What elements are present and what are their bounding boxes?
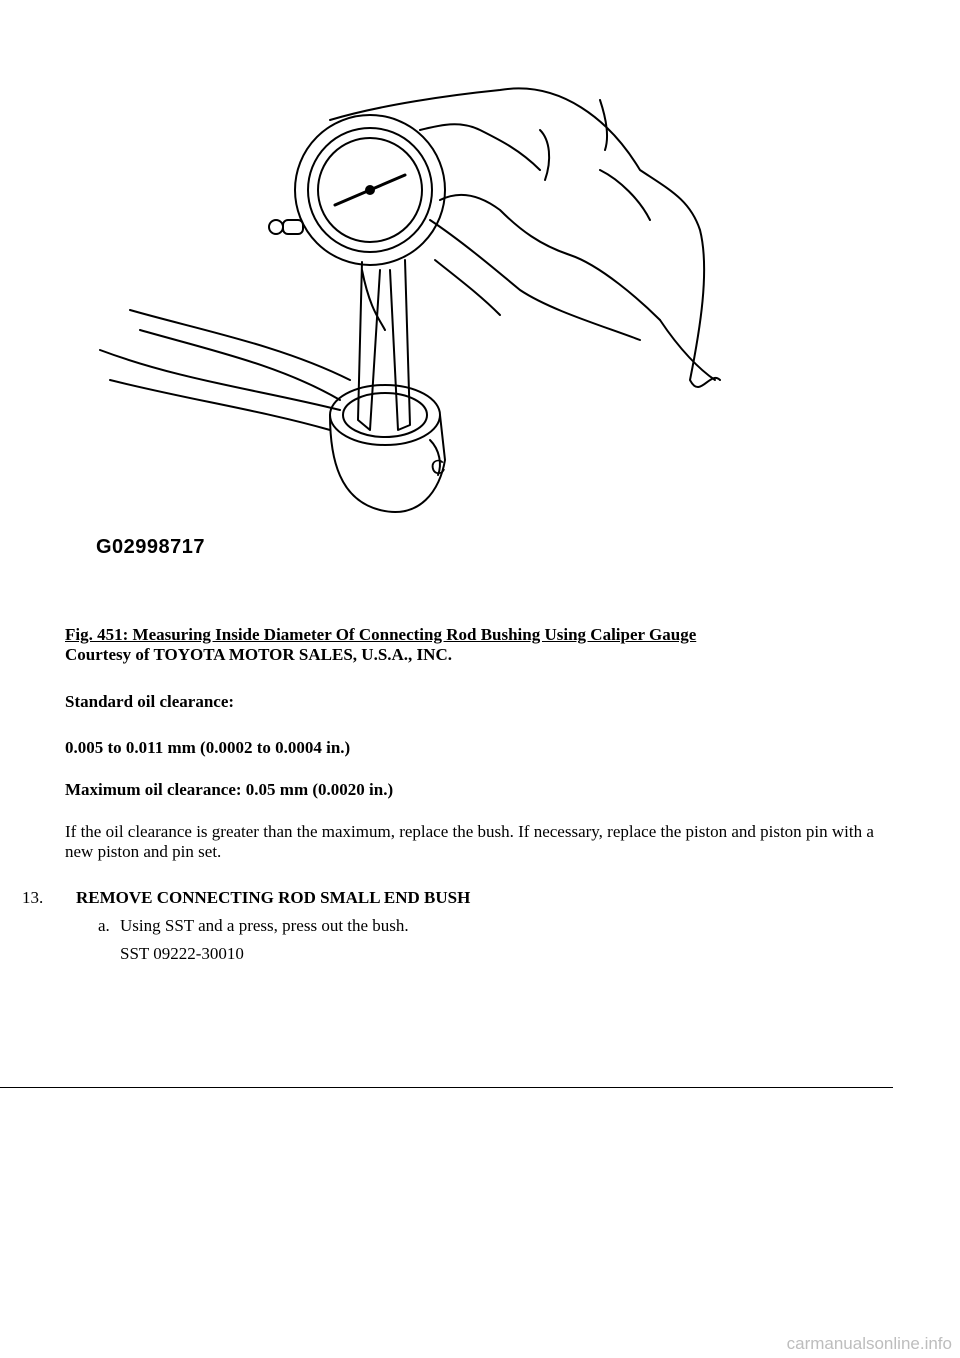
caliper-arms	[358, 260, 410, 430]
gauge-mark-letter: C	[429, 455, 448, 480]
caliper-gauge-illustration	[80, 80, 760, 560]
standard-clearance-value: 0.005 to 0.011 mm (0.0002 to 0.0004 in.)	[65, 738, 351, 757]
step-number: 13.	[22, 888, 44, 907]
substep-text: Using SST and a press, press out the bush.	[120, 916, 409, 935]
connecting-rod	[100, 310, 447, 512]
step-title: REMOVE CONNECTING ROD SMALL END BUSH	[76, 888, 471, 907]
site-watermark: carmanualsonline.info	[786, 1334, 952, 1353]
figure-caption: Fig. 451: Measuring Inside Diameter Of Connecting Rod Bushing Using Caliper Gauge	[65, 625, 697, 644]
standard-clearance-label: Standard oil clearance:	[65, 692, 235, 711]
sst-number: SST 09222-30010	[120, 944, 244, 963]
clearance-note: If the oil clearance is greater than the maximum, replace the bush. If necessary, replace the piston and piston pin with a new piston and pin set.	[65, 822, 874, 861]
figure-code: G02998717	[96, 536, 206, 558]
dial-gauge	[269, 115, 445, 265]
substep-letter: a.	[98, 916, 110, 935]
figure-courtesy: Courtesy of TOYOTA MOTOR SALES, U.S.A., INC.	[65, 645, 452, 664]
page-divider	[0, 1087, 893, 1088]
maximum-clearance: Maximum oil clearance: 0.05 mm (0.0020 in.)	[65, 780, 394, 799]
